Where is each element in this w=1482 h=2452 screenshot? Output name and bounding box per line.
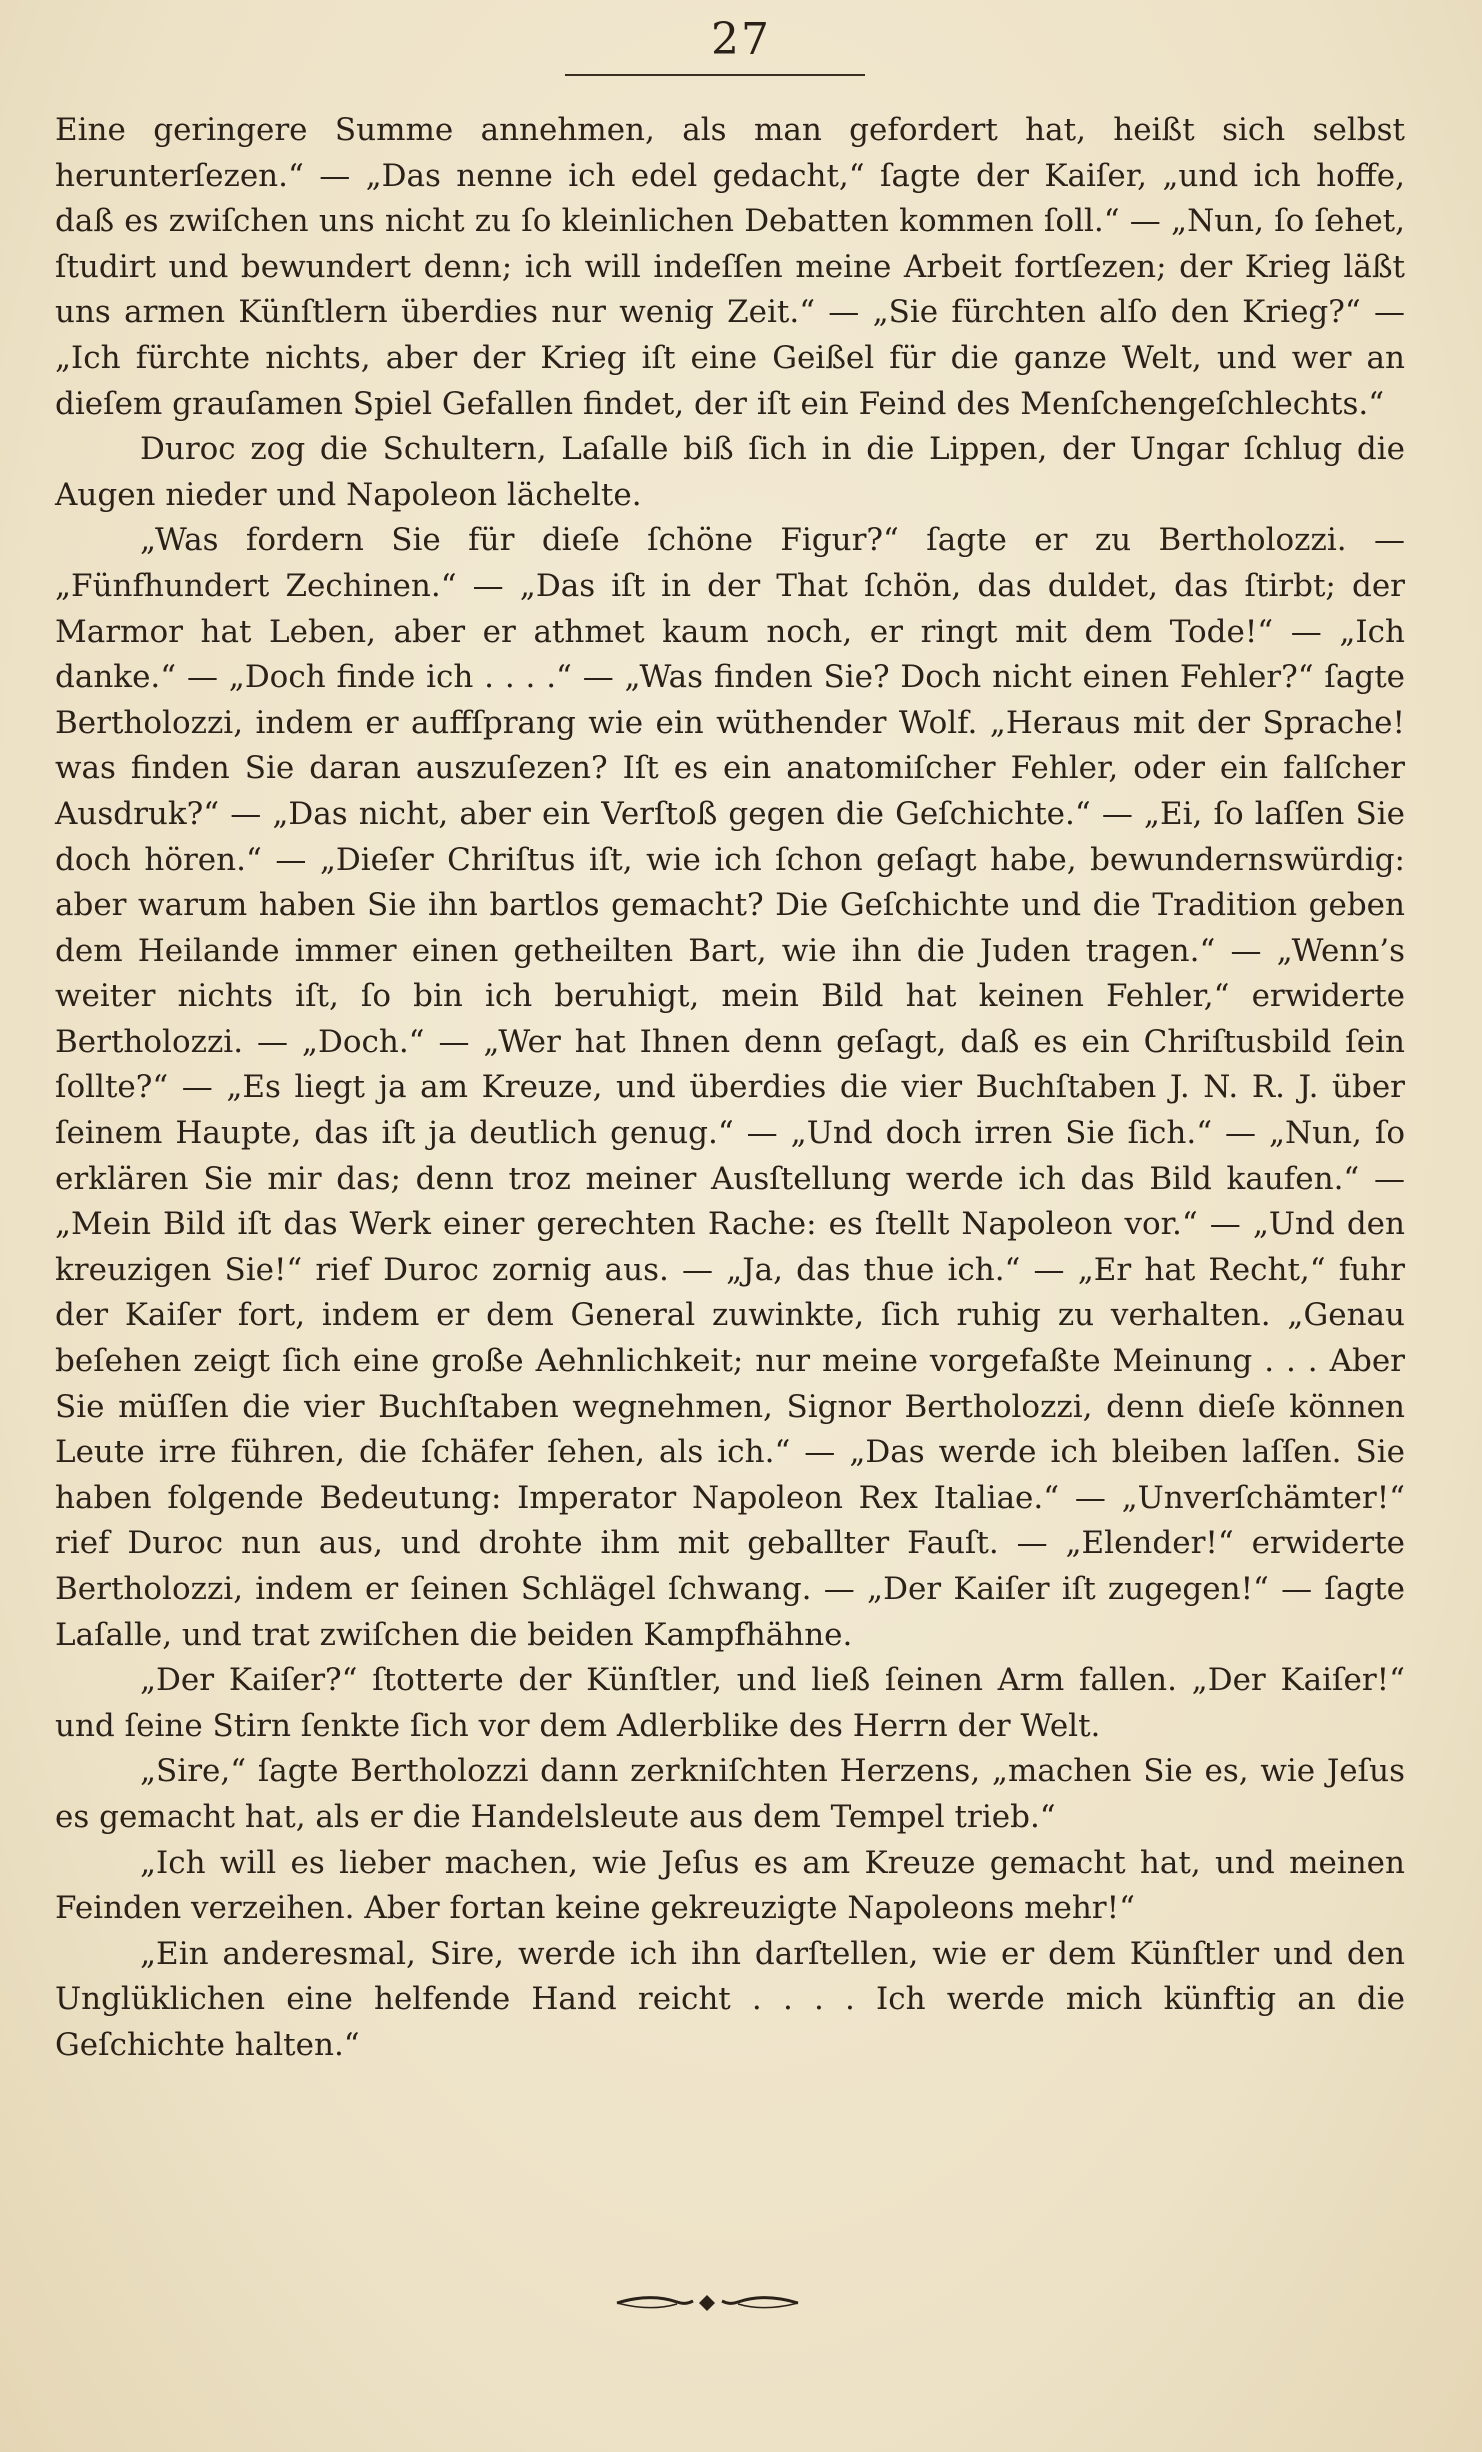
body-text [55, 108, 1405, 2069]
end-ornament-icon [615, 2288, 800, 2318]
paragraph-1: Eine geringere Summe annehmen, als man gefordert hat, heißt sich selbst herunterſezen.“ — „Das nenne ich edel gedacht,“ ſagte der Kaiſer, „und ich hoffe, daß es zwiſchen uns nicht zu ſo kleinlichen Debatten kommen ſoll.“ — „Nun, ſo ſehet, ſtudirt und bewundert denn; ich will indeſſen meine Arbeit fortſezen; der Krieg läßt uns armen Künſtlern überdies nur wenig Zeit.“ — „Sie fürchten alſo den Krieg?“ — „Ich fürchte nichts, aber der Krieg iſt eine Geißel für die ganze Welt, und wer an dieſem grauſamen Spiel Gefallen findet, der iſt ein Feind des Menſchengeſchlechts.“ [55, 112, 1405, 422]
header-rule [565, 74, 865, 76]
paragraph-7: „Ein anderesmal, Sire, werde ich ihn darſtellen, wie er dem Künſtler und den Unglüklichen eine helfende Hand reicht . . . . Ich werde mich künftig an die Geſchichte halten.“ [55, 1935, 1405, 2063]
paragraph-3: „Was fordern Sie für dieſe ſchöne Figur?“ ſagte er zu Bertholozzi. — „Fünfhundert Zechinen.“ — „Das iſt in der That ſchön, das duldet, das ſtirbt; der Marmor hat Leben, aber er athmet kaum noch, er ringt mit dem Tode!“ — „Ich danke.“ — „Doch finde ich . . . .“ — „Was finden Sie? Doch nicht einen Fehler?“ ſagte Bertholozzi, indem er auffſprang wie ein wüthender Wolf. „Heraus mit der Sprache! was finden Sie daran auszuſezen? Iſt es ein anatomiſcher Fehler, oder ein falſcher Ausdruk?“ — „Das nicht, aber ein Verſtoß gegen die Geſchichte.“ — „Ei, ſo laſſen Sie doch hören.“ — „Dieſer Chriſtus iſt, wie ich ſchon geſagt habe, bewundernswürdig: aber warum haben Sie ihn bartlos gemacht? Die Geſchichte und die Tradition geben dem Heilande immer einen getheilten Bart, wie ihn die Juden tragen.“ — „Wenn’s weiter nichts iſt, ſo bin ich beruhigt, mein Bild hat keinen Fehler,“ erwiderte Bertholozzi. — „Doch.“ — „Wer hat Ihnen denn geſagt, daß es ein Chriſtusbild ſein ſollte?“ — „Es liegt ja am Kreuze, und überdies die vier Buchſtaben J. N. R. J. über ſeinem Haupte, das iſt ja deutlich genug.“ — „Und doch irren Sie ſich.“ — „Nun, ſo erklären Sie mir das; denn troz meiner Ausſtellung werde ich das Bild kaufen.“ — „Mein Bild iſt das Werk einer gerechten Rache: es ſtellt Napoleon vor.“ — „Und den kreuzigen Sie!“ rief Duroc zornig aus. — „Ja, das thue ich.“ — „Er hat Recht,“ fuhr der Kaiſer fort, indem er dem General zuwinkte, ſich ruhig zu verhalten. „Genau beſehen zeigt ſich eine große Aehnlichkeit; nur meine vorgefaßte Meinung . . . Aber Sie müſſen die vier Buchſtaben wegnehmen, Signor Bertholozzi, denn dieſe können Leute irre führen, die ſchäfer ſehen, als ich.“ — „Das werde ich bleiben laſſen. Sie haben folgende Bedeutung: Imperator Napoleon Rex Italiae.“ — „Unverſchämter!“ rief Duroc nun aus, und drohte ihm mit geballter Fauſt. — „Elender!“ erwiderte Bertholozzi, indem er ſeinen Schlägel ſchwang. — „Der Kaiſer iſt zugegen!“ — ſagte Laſalle, und trat zwiſchen die beiden Kampfhähne. [55, 522, 1405, 1653]
paragraph-4: „Der Kaiſer?“ ſtotterte der Künſtler, und ließ ſeinen Arm fallen. „Der Kaiſer!“ und ſeine Stirn ſenkte ſich vor dem Adlerblike des Herrn der Welt. [55, 1662, 1405, 1744]
paragraph-2: Duroc zog die Schultern, Laſalle biß ſich in die Lippen, der Ungar ſchlug die Augen nieder und Napoleon lächelte. [55, 431, 1405, 513]
page-number: 27 [711, 14, 771, 65]
paragraph-6: „Ich will es lieber machen, wie Jeſus es am Kreuze gemacht hat, und meinen Feinden verzeihen. Aber fortan keine gekreuzigte Napoleons mehr!“ [55, 1844, 1405, 1927]
paragraph-5: „Sire,“ ſagte Bertholozzi dann zerkniſchten Herzens, „machen Sie es, wie Jeſus es gemacht hat, als er die Handelsleute aus dem Tempel trieb.“ [55, 1753, 1405, 1835]
